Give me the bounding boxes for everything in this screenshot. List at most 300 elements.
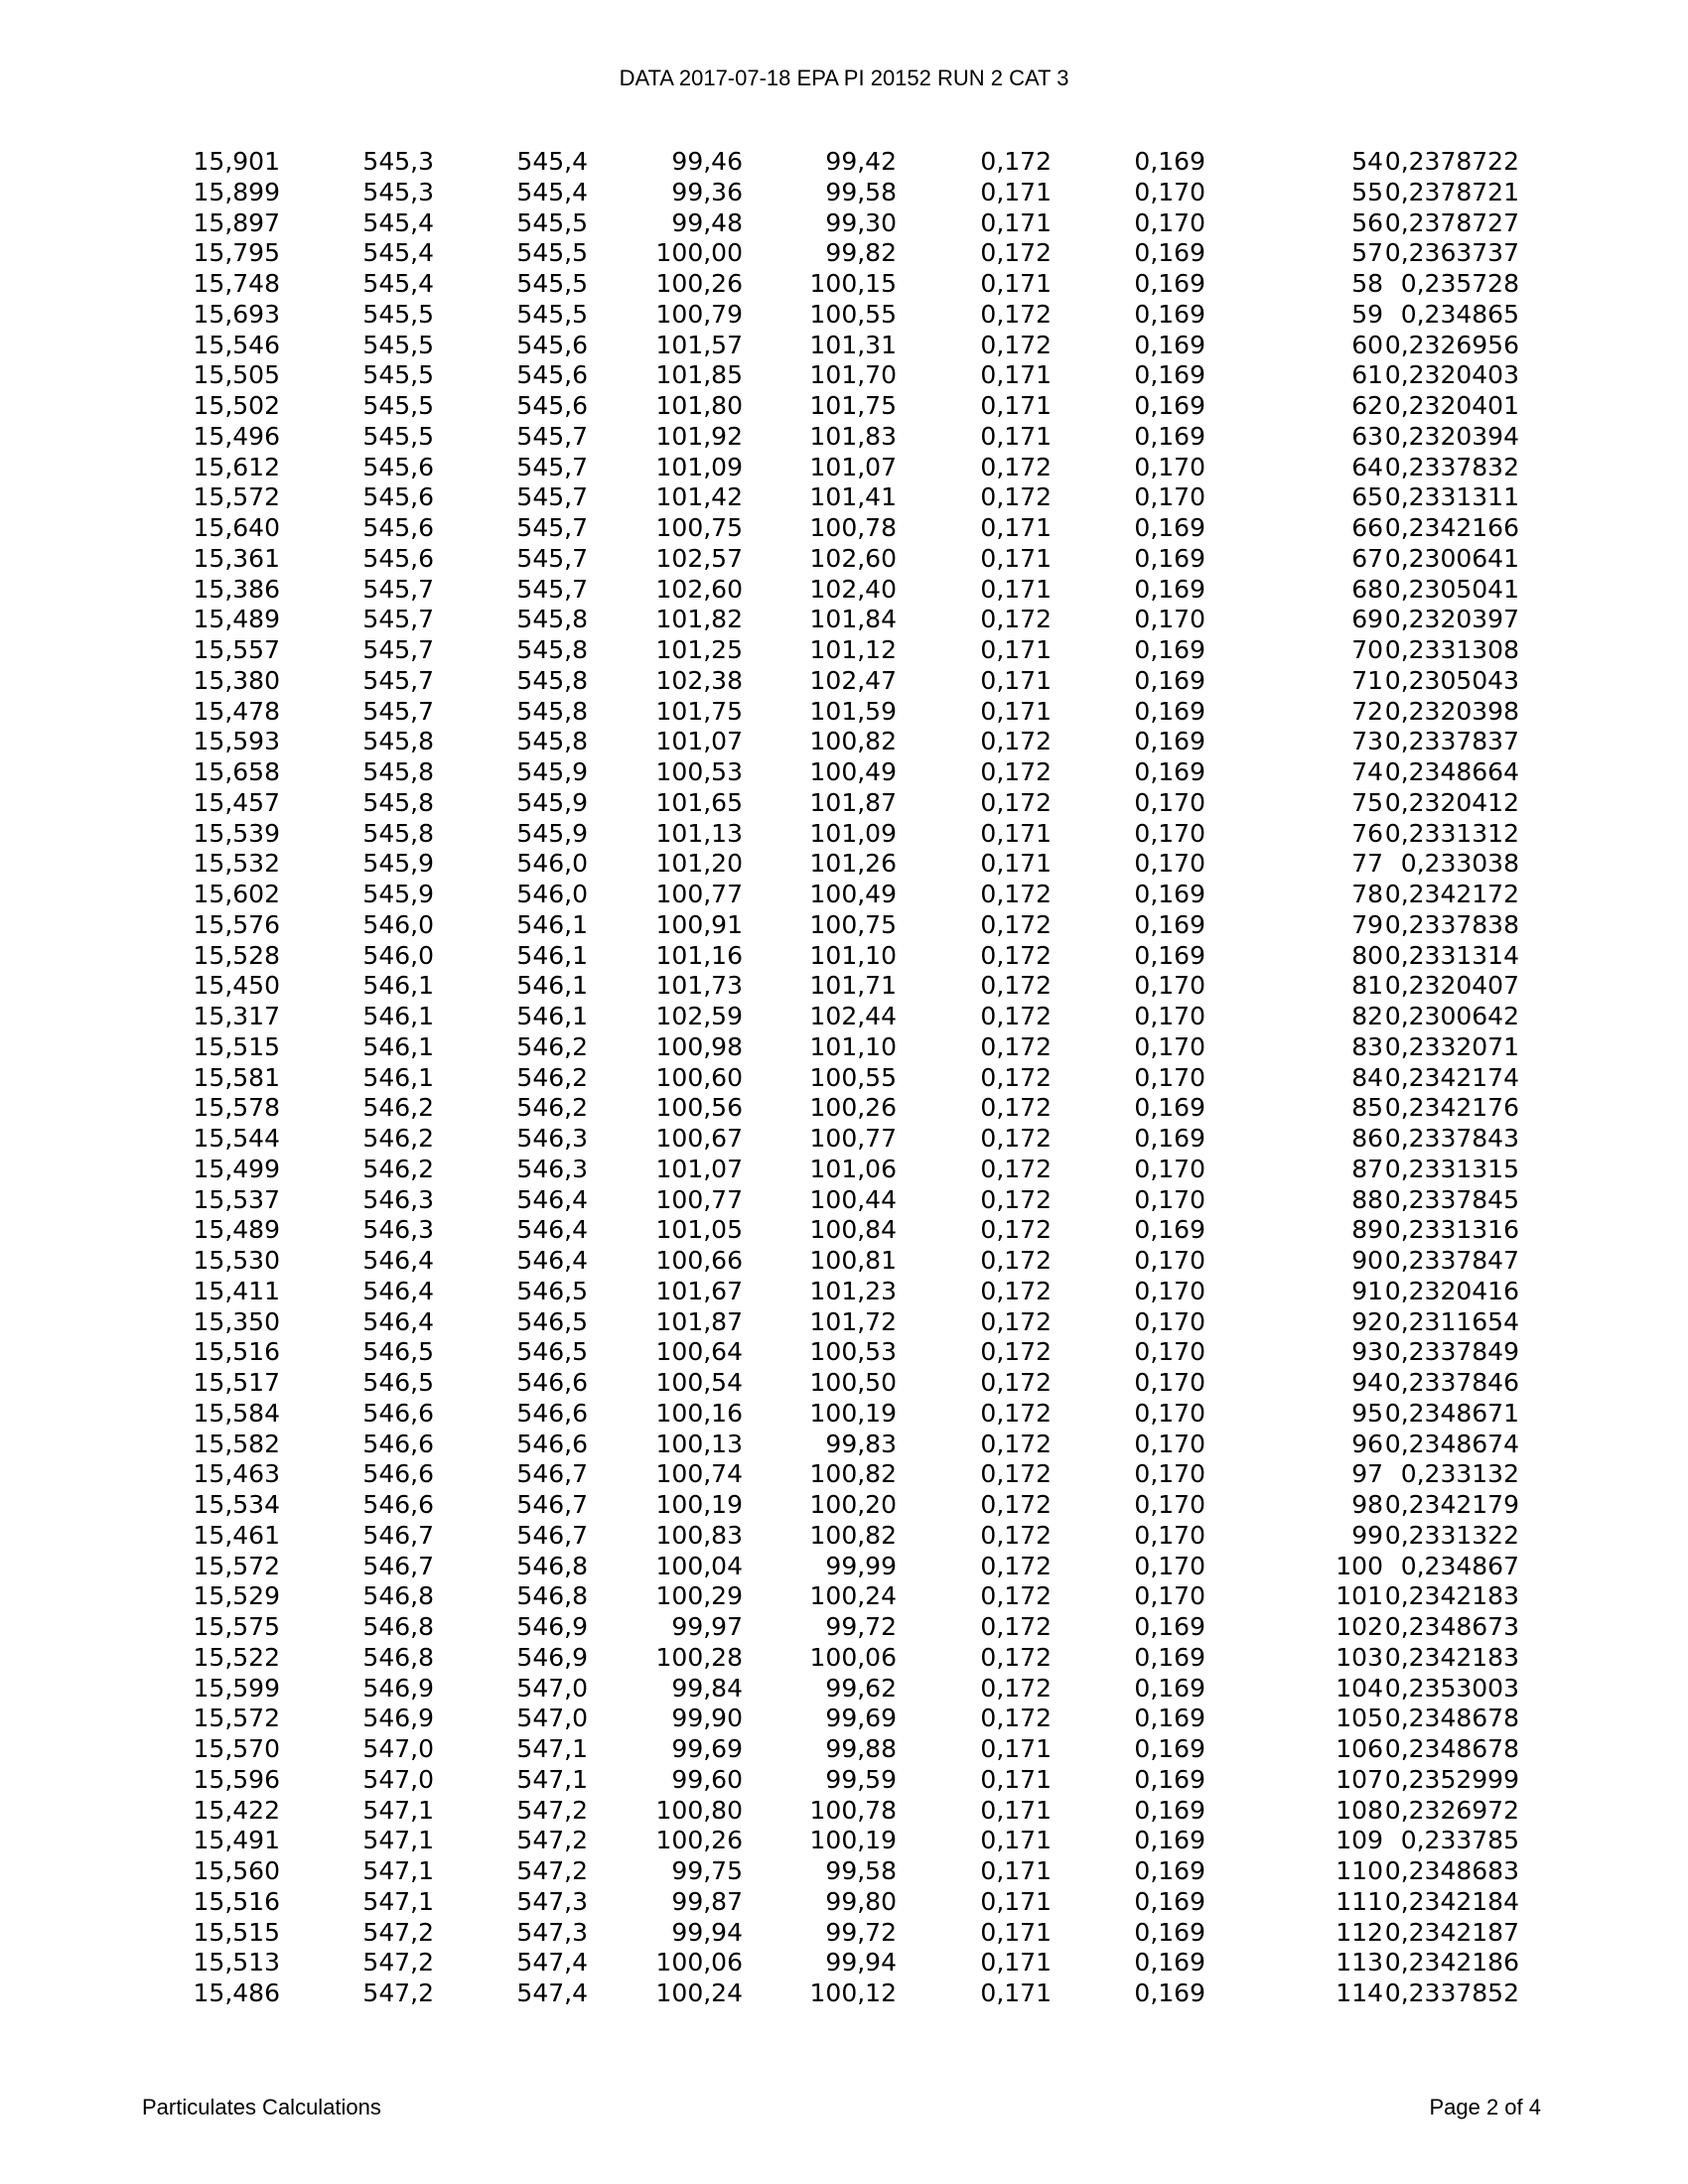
table-row: [189, 544, 1519, 575]
table-cell: 545,7: [516, 421, 588, 451]
table-cell: 546,8: [362, 1581, 434, 1611]
table-cell: 100,55: [809, 1062, 897, 1092]
page-number: Page 2 of 4: [1429, 2095, 1541, 2119]
table-cell: 102,57: [655, 543, 743, 573]
table-cell: 100,19: [655, 1490, 743, 1519]
table-row: [189, 300, 1519, 331]
table-cell: 100,26: [655, 1826, 743, 1855]
table-cell: 99,88: [825, 1734, 897, 1763]
table-cell: 0,170: [1134, 1062, 1205, 1092]
table-cell: 545,8: [516, 605, 588, 634]
table-cell: 101,75: [809, 391, 897, 420]
table-cell: 101,73: [655, 971, 743, 1001]
table-cell: 545,9: [362, 849, 434, 879]
table-cell: 0,171: [980, 665, 1052, 695]
table-cell: 100,00: [655, 238, 743, 268]
table-row: [189, 1521, 1519, 1552]
table-cell: 0,233038: [1400, 849, 1519, 879]
table-cell: 546,9: [516, 1642, 588, 1672]
table-cell: 89: [1351, 1215, 1383, 1245]
table-cell: 99,48: [671, 207, 743, 237]
table-cell: 101,72: [809, 1306, 897, 1336]
table-cell: 15,317: [193, 1002, 280, 1030]
table-cell: 0,2342184: [1384, 1886, 1519, 1916]
table-cell: 547,3: [516, 1886, 588, 1916]
table-cell: 0,172: [980, 1704, 1052, 1733]
table-cell: 15,581: [193, 1062, 280, 1092]
table-cell: 15,578: [193, 1093, 280, 1123]
table-cell: 546,6: [362, 1398, 434, 1428]
table-cell: 545,7: [516, 452, 588, 481]
table-cell: 0,2337837: [1384, 727, 1519, 756]
table-row: [189, 971, 1519, 1002]
table-cell: 15,515: [193, 1031, 280, 1061]
table-cell: 545,5: [362, 391, 434, 420]
table-cell: 15,582: [193, 1429, 280, 1458]
table-cell: 102,47: [809, 665, 897, 695]
table-cell: 15,505: [193, 360, 280, 390]
table-cell: 547,2: [362, 1979, 434, 2007]
table-cell: 545,7: [362, 696, 434, 726]
table-cell: 54: [1351, 147, 1383, 176]
table-cell: 0,169: [1134, 1795, 1205, 1825]
table-cell: 100,78: [809, 1795, 897, 1825]
table-cell: 15,640: [193, 513, 280, 542]
table-cell: 545,6: [362, 452, 434, 481]
table-cell: 57: [1351, 238, 1383, 268]
table-cell: 0,170: [1134, 177, 1205, 206]
table-cell: 101,83: [809, 421, 897, 451]
table-cell: 67: [1351, 543, 1383, 573]
table-cell: 545,9: [516, 787, 588, 817]
table-cell: 545,7: [516, 574, 588, 604]
table-cell: 0,2348683: [1384, 1856, 1519, 1885]
table-cell: 100,53: [655, 757, 743, 786]
table-cell: 114: [1336, 1979, 1383, 2007]
table-cell: 61: [1351, 360, 1383, 390]
table-cell: 101,07: [809, 452, 897, 481]
table-cell: 0,2320394: [1384, 421, 1519, 451]
table-cell: 108: [1336, 1795, 1383, 1825]
table-cell: 546,1: [516, 1002, 588, 1030]
table-cell: 545,8: [362, 787, 434, 817]
table-cell: 0,171: [980, 1734, 1052, 1763]
table-cell: 0,171: [980, 391, 1052, 420]
table-row: [189, 1796, 1519, 1827]
table-cell: 15,457: [193, 787, 280, 817]
table-row: [189, 1032, 1519, 1063]
table-cell: 0,2348678: [1384, 1734, 1519, 1763]
table-cell: 0,2348674: [1384, 1429, 1519, 1458]
table-cell: 15,411: [193, 1276, 280, 1305]
table-cell: 100,55: [809, 299, 897, 329]
table-cell: 99,72: [825, 1917, 897, 1947]
table-cell: 15,489: [193, 605, 280, 634]
table-cell: 110: [1336, 1856, 1383, 1885]
table-cell: 547,1: [362, 1795, 434, 1825]
table-cell: 99,42: [825, 147, 897, 176]
table-cell: 0,2326972: [1384, 1795, 1519, 1825]
table-cell: 546,4: [516, 1215, 588, 1245]
table-cell: 546,1: [362, 1031, 434, 1061]
table-cell: 546,2: [362, 1154, 434, 1183]
table-row: [189, 208, 1519, 239]
table-cell: 15,450: [193, 971, 280, 1001]
table-cell: 546,0: [362, 940, 434, 970]
table-cell: 0,2352999: [1384, 1764, 1519, 1794]
table-cell: 15,516: [193, 1886, 280, 1916]
table-cell: 0,2348671: [1384, 1398, 1519, 1428]
table-cell: 99,59: [825, 1764, 897, 1794]
table-cell: 15,901: [193, 147, 280, 176]
table-cell: 101,07: [655, 1154, 743, 1183]
table-cell: 90: [1351, 1246, 1383, 1275]
table-cell: 0,170: [1134, 1306, 1205, 1336]
table-cell: 0,172: [980, 1673, 1052, 1703]
table-cell: 99,97: [671, 1612, 743, 1641]
table-cell: 0,170: [1134, 1551, 1205, 1580]
table-cell: 100,19: [809, 1826, 897, 1855]
table-cell: 0,169: [1134, 665, 1205, 695]
table-cell: 0,172: [980, 452, 1052, 481]
table-body: [189, 147, 1519, 2009]
table-cell: 64: [1351, 452, 1383, 481]
table-cell: 101,42: [655, 482, 743, 512]
table-cell: 547,2: [516, 1826, 588, 1855]
table-row: [189, 1856, 1519, 1887]
table-cell: 15,575: [193, 1612, 280, 1641]
table-cell: 0,170: [1134, 1429, 1205, 1458]
table-cell: 0,2337847: [1384, 1246, 1519, 1275]
table-cell: 0,171: [980, 1979, 1052, 2007]
table-cell: 0,170: [1134, 605, 1205, 634]
table-cell: 101,84: [809, 605, 897, 634]
table-cell: 547,1: [362, 1826, 434, 1855]
table-cell: 546,0: [516, 849, 588, 879]
table-cell: 546,0: [362, 909, 434, 939]
table-cell: 15,486: [193, 1979, 280, 2007]
table-cell: 72: [1351, 696, 1383, 726]
table-cell: 79: [1351, 909, 1383, 939]
table-cell: 0,172: [980, 757, 1052, 786]
table-cell: 0,2363737: [1384, 238, 1519, 268]
table-row: [189, 1002, 1519, 1032]
table-cell: 0,2331311: [1384, 482, 1519, 512]
table-cell: 0,234867: [1400, 1551, 1519, 1580]
table-row: [189, 635, 1519, 666]
table-cell: 99,36: [671, 177, 743, 206]
table-cell: 101,23: [809, 1276, 897, 1305]
table-cell: 100,60: [655, 1062, 743, 1092]
table-cell: 109: [1336, 1826, 1383, 1855]
table-cell: 101,92: [655, 421, 743, 451]
table-cell: 0,2320403: [1384, 360, 1519, 390]
table-row: [189, 910, 1519, 941]
table-cell: 0,171: [980, 696, 1052, 726]
table-row: [189, 1124, 1519, 1155]
table-cell: 100,98: [655, 1031, 743, 1061]
table-row: [189, 513, 1519, 544]
table-cell: 0,2337845: [1384, 1184, 1519, 1214]
table-cell: 0,2337849: [1384, 1337, 1519, 1367]
table-cell: 84: [1351, 1062, 1383, 1092]
table-cell: 75: [1351, 787, 1383, 817]
table-cell: 0,171: [980, 269, 1052, 298]
table-cell: 545,7: [362, 574, 434, 604]
table-cell: 100,54: [655, 1368, 743, 1397]
table-cell: 15,544: [193, 1124, 280, 1153]
table-cell: 87: [1351, 1154, 1383, 1183]
table-cell: 55: [1351, 177, 1383, 206]
table-cell: 15,522: [193, 1642, 280, 1672]
table-cell: 546,4: [516, 1184, 588, 1214]
table-row: [189, 1826, 1519, 1856]
table-row: [189, 482, 1519, 513]
table-cell: 0,171: [980, 635, 1052, 664]
table-row: [189, 1368, 1519, 1399]
table-cell: 15,515: [193, 1917, 280, 1947]
table-cell: 63: [1351, 421, 1383, 451]
table-cell: 545,8: [362, 727, 434, 756]
table-cell: 545,9: [516, 818, 588, 848]
table-cell: 101,87: [655, 1306, 743, 1336]
table-cell: 0,172: [980, 1093, 1052, 1123]
table-cell: 546,8: [362, 1612, 434, 1641]
table-cell: 99,82: [825, 238, 897, 268]
table-cell: 546,5: [516, 1337, 588, 1367]
table-cell: 0,169: [1134, 1124, 1205, 1153]
table-cell: 0,169: [1134, 696, 1205, 726]
table-cell: 545,5: [516, 207, 588, 237]
table-cell: 0,172: [980, 147, 1052, 176]
table-cell: 0,2378722: [1384, 147, 1519, 176]
table-cell: 100,28: [655, 1642, 743, 1672]
table-cell: 0,233132: [1400, 1459, 1519, 1489]
table-cell: 545,7: [516, 513, 588, 542]
table-cell: 102,60: [809, 543, 897, 573]
table-cell: 15,602: [193, 880, 280, 908]
table-cell: 0,170: [1134, 1246, 1205, 1275]
table-row: [189, 178, 1519, 208]
table-cell: 545,7: [362, 665, 434, 695]
table-row: [189, 1704, 1519, 1734]
table-cell: 105: [1336, 1704, 1383, 1733]
table-cell: 547,2: [516, 1856, 588, 1885]
table-cell: 102,59: [655, 1002, 743, 1030]
table-cell: 100,75: [655, 513, 743, 542]
table-cell: 545,5: [362, 360, 434, 390]
table-cell: 0,170: [1134, 1398, 1205, 1428]
table-cell: 545,7: [362, 605, 434, 634]
table-cell: 0,172: [980, 330, 1052, 359]
table-cell: 100,26: [655, 269, 743, 298]
table-cell: 15,534: [193, 1490, 280, 1519]
page-title: DATA 2017-07-18 EPA PI 20152 RUN 2 CAT 3: [619, 66, 1069, 90]
table-cell: 102,40: [809, 574, 897, 604]
table-cell: 545,5: [362, 330, 434, 359]
table-cell: 0,172: [980, 1612, 1052, 1641]
table-cell: 101,70: [809, 360, 897, 390]
table-cell: 0,2342179: [1384, 1490, 1519, 1519]
table-cell: 0,2342183: [1384, 1581, 1519, 1611]
table-row: [189, 1459, 1519, 1490]
table-cell: 15,596: [193, 1764, 280, 1794]
table-cell: 547,0: [362, 1764, 434, 1794]
table-cell: 0,169: [1134, 727, 1205, 756]
table-row: [189, 269, 1519, 300]
table-cell: 0,2305041: [1384, 574, 1519, 604]
table-cell: 546,1: [362, 1062, 434, 1092]
table-cell: 100,19: [809, 1398, 897, 1428]
table-cell: 0,169: [1134, 1979, 1205, 2007]
table-cell: 94: [1351, 1368, 1383, 1397]
table-cell: 0,170: [1134, 1002, 1205, 1030]
table-cell: 547,1: [516, 1764, 588, 1794]
table-cell: 546,2: [516, 1062, 588, 1092]
table-cell: 0,2342186: [1384, 1948, 1519, 1978]
table-cell: 546,1: [516, 971, 588, 1001]
table-cell: 99,58: [825, 1856, 897, 1885]
table-cell: 15,899: [193, 177, 280, 206]
table-cell: 0,2342174: [1384, 1062, 1519, 1092]
table-cell: 15,748: [193, 269, 280, 298]
table-cell: 99,80: [825, 1886, 897, 1916]
table-cell: 545,7: [516, 543, 588, 573]
table-cell: 85: [1351, 1093, 1383, 1123]
table-cell: 546,5: [516, 1276, 588, 1305]
table-cell: 0,169: [1134, 1856, 1205, 1885]
table-cell: 0,169: [1134, 543, 1205, 573]
table-row: [189, 238, 1519, 269]
data-table: [189, 147, 1519, 2009]
table-cell: 15,386: [193, 574, 280, 604]
table-cell: 546,4: [362, 1246, 434, 1275]
table-row: [189, 1612, 1519, 1643]
table-cell: 545,7: [516, 482, 588, 512]
table-cell: 70: [1351, 635, 1383, 664]
table-cell: 71: [1351, 665, 1383, 695]
table-cell: 100,53: [809, 1337, 897, 1367]
table-cell: 88: [1351, 1184, 1383, 1214]
table-cell: 546,8: [516, 1551, 588, 1580]
table-cell: 546,3: [362, 1184, 434, 1214]
table-cell: 65: [1351, 482, 1383, 512]
table-row: [189, 1674, 1519, 1705]
table-cell: 0,170: [1134, 1368, 1205, 1397]
table-cell: 0,170: [1134, 1154, 1205, 1183]
table-cell: 0,171: [980, 360, 1052, 390]
table-cell: 0,235728: [1400, 269, 1519, 298]
table-cell: 0,169: [1134, 909, 1205, 939]
table-cell: 59: [1351, 299, 1383, 329]
table-cell: 0,169: [1134, 940, 1205, 970]
table-cell: 99,30: [825, 207, 897, 237]
table-cell: 545,5: [516, 238, 588, 268]
table-cell: 15,529: [193, 1581, 280, 1611]
table-cell: 101,13: [655, 818, 743, 848]
table-cell: 0,172: [980, 971, 1052, 1001]
table-cell: 107: [1336, 1764, 1383, 1794]
table-cell: 546,3: [516, 1124, 588, 1153]
table-cell: 101,87: [809, 787, 897, 817]
table-cell: 0,2320416: [1384, 1276, 1519, 1305]
table-cell: 0,170: [1134, 452, 1205, 481]
table-cell: 15,502: [193, 391, 280, 420]
table-cell: 547,4: [516, 1948, 588, 1978]
table-cell: 0,2342187: [1384, 1917, 1519, 1947]
table-cell: 101,10: [809, 940, 897, 970]
table-cell: 68: [1351, 574, 1383, 604]
table-cell: 545,6: [362, 482, 434, 512]
table-cell: 0,172: [980, 1002, 1052, 1030]
table-row: [189, 880, 1519, 910]
table-cell: 547,1: [516, 1734, 588, 1763]
table-cell: 99,58: [825, 177, 897, 206]
table-cell: 0,172: [980, 1429, 1052, 1458]
table-row: [189, 697, 1519, 728]
table-cell: 0,2337843: [1384, 1124, 1519, 1153]
table-cell: 547,1: [362, 1886, 434, 1916]
table-cell: 0,170: [1134, 1490, 1205, 1519]
table-cell: 15,546: [193, 330, 280, 359]
table-cell: 546,5: [362, 1337, 434, 1367]
table-cell: 100,75: [809, 909, 897, 939]
table-cell: 0,171: [980, 513, 1052, 542]
table-row: [189, 1277, 1519, 1307]
table-cell: 547,2: [516, 1795, 588, 1825]
table-cell: 100,20: [809, 1490, 897, 1519]
table-cell: 15,560: [193, 1856, 280, 1885]
table-cell: 100,83: [655, 1520, 743, 1550]
table-cell: 0,169: [1134, 1704, 1205, 1733]
table-cell: 546,0: [516, 880, 588, 908]
table-cell: 0,2331322: [1384, 1520, 1519, 1550]
table-cell: 15,693: [193, 299, 280, 329]
table-cell: 0,172: [980, 1581, 1052, 1611]
table-cell: 62: [1351, 391, 1383, 420]
table-cell: 0,233785: [1400, 1826, 1519, 1855]
table-row: [189, 575, 1519, 606]
table-cell: 545,8: [516, 727, 588, 756]
table-cell: 80: [1351, 940, 1383, 970]
table-cell: 0,172: [980, 605, 1052, 634]
table-cell: 0,170: [1134, 1031, 1205, 1061]
table-row: [189, 1093, 1519, 1124]
table-cell: 0,172: [980, 1398, 1052, 1428]
table-cell: 545,5: [362, 421, 434, 451]
table-cell: 0,172: [980, 482, 1052, 512]
table-cell: 0,172: [980, 940, 1052, 970]
table-cell: 98: [1351, 1490, 1383, 1519]
table-cell: 0,2348673: [1384, 1612, 1519, 1641]
table-cell: 0,169: [1134, 1826, 1205, 1855]
table-cell: 100,77: [655, 1184, 743, 1214]
table-cell: 0,2331312: [1384, 818, 1519, 848]
table-cell: 0,172: [980, 1184, 1052, 1214]
table-cell: 546,6: [362, 1490, 434, 1519]
table-cell: 101,71: [809, 971, 897, 1001]
table-cell: 0,2320401: [1384, 391, 1519, 420]
table-cell: 100,49: [809, 880, 897, 908]
table-cell: 0,169: [1134, 1734, 1205, 1763]
table-row: [189, 1979, 1519, 2009]
table-cell: 546,5: [516, 1306, 588, 1336]
table-row: [189, 1918, 1519, 1949]
table-cell: 101,16: [655, 940, 743, 970]
table-cell: 546,2: [362, 1093, 434, 1123]
table-cell: 15,361: [193, 543, 280, 573]
table-cell: 100,77: [655, 880, 743, 908]
